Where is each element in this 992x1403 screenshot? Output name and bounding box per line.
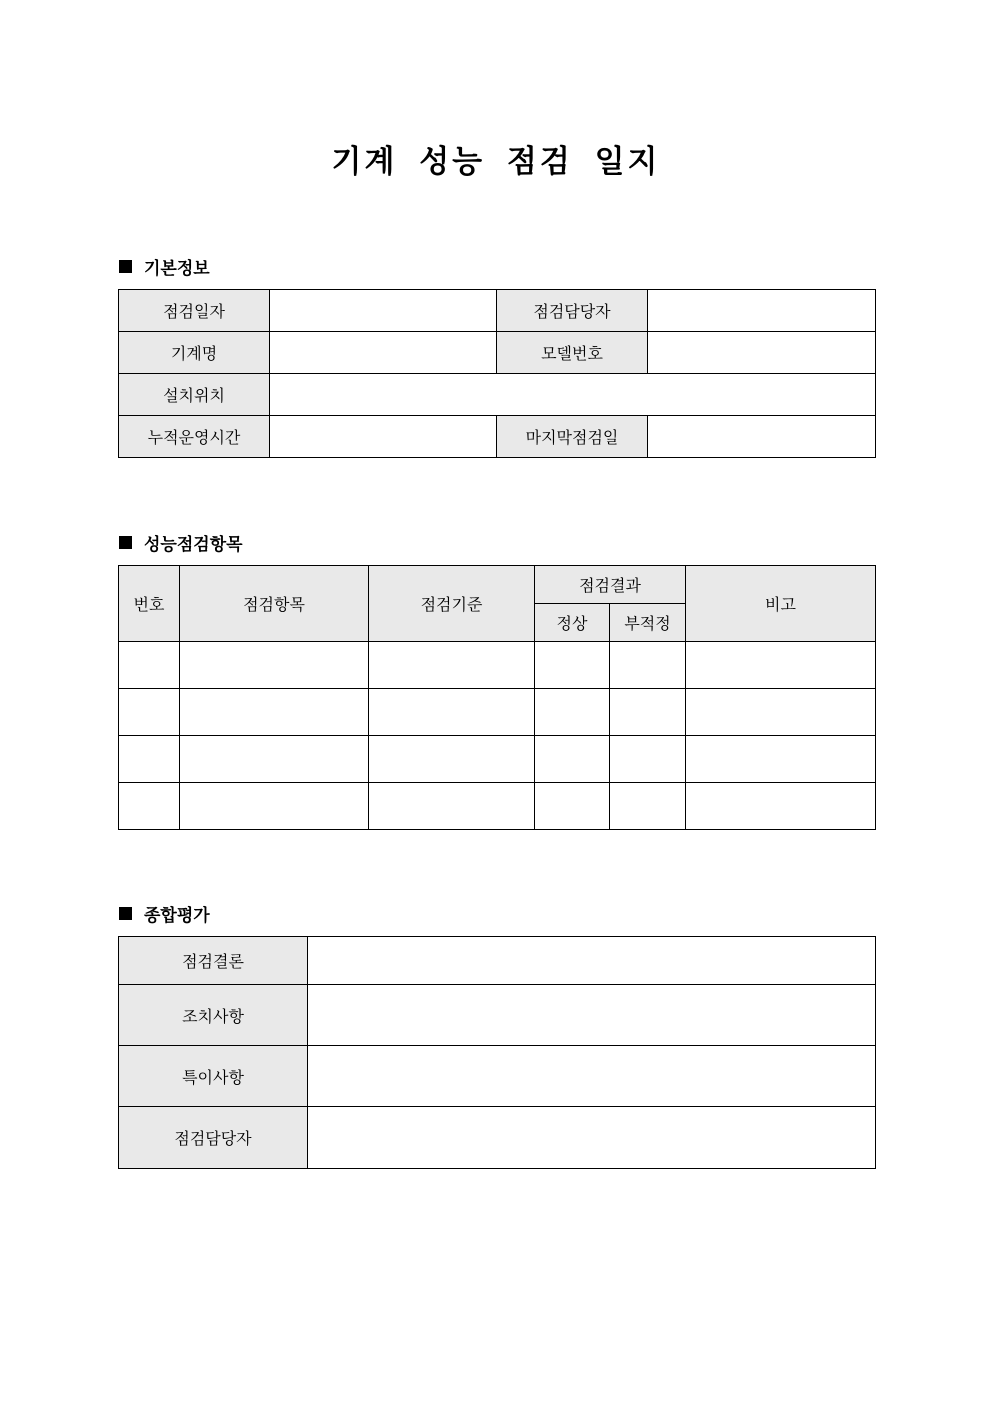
normal-cell[interactable] bbox=[535, 689, 610, 736]
abnormal-cell[interactable] bbox=[610, 783, 686, 830]
inspector-field[interactable] bbox=[648, 290, 876, 332]
summary-heading-label: 종합평가 bbox=[144, 906, 210, 926]
abnormal-cell[interactable] bbox=[610, 736, 686, 783]
model-number-field[interactable] bbox=[648, 332, 876, 374]
performance-table bbox=[118, 565, 876, 830]
normal-header: 정상 bbox=[535, 604, 610, 642]
number-cell[interactable] bbox=[119, 642, 180, 689]
basic-info-heading bbox=[119, 254, 210, 279]
square-bullet-icon bbox=[119, 536, 132, 549]
number-cell[interactable] bbox=[119, 736, 180, 783]
table-row bbox=[119, 1046, 876, 1107]
summary-inspector-field[interactable] bbox=[308, 1107, 876, 1169]
abnormal-header: 부적정 bbox=[610, 604, 686, 642]
basic-info-table bbox=[118, 289, 876, 458]
item-cell[interactable] bbox=[180, 736, 369, 783]
summary-inspector-label: 점검담당자 bbox=[119, 1107, 308, 1169]
abnormal-cell[interactable] bbox=[610, 689, 686, 736]
square-bullet-icon bbox=[119, 260, 132, 273]
table-row bbox=[119, 374, 876, 416]
standard-cell[interactable] bbox=[369, 736, 535, 783]
basic-info-heading-label: 기본정보 bbox=[144, 259, 210, 279]
remarks-cell[interactable] bbox=[686, 736, 876, 783]
item-cell[interactable] bbox=[180, 689, 369, 736]
remarks-header: 비고 bbox=[686, 566, 876, 642]
install-location-field[interactable] bbox=[270, 374, 876, 416]
machine-name-label: 기계명 bbox=[119, 332, 270, 374]
standard-cell[interactable] bbox=[369, 642, 535, 689]
normal-cell[interactable] bbox=[535, 783, 610, 830]
result-header: 점검결과 bbox=[535, 566, 686, 604]
actions-field[interactable] bbox=[308, 985, 876, 1046]
remarks-cell[interactable] bbox=[686, 783, 876, 830]
actions-label: 조치사항 bbox=[119, 985, 308, 1046]
operating-hours-label: 누적운영시간 bbox=[119, 416, 270, 458]
conclusion-field[interactable] bbox=[308, 937, 876, 985]
table-row bbox=[119, 332, 876, 374]
performance-heading bbox=[119, 530, 243, 555]
item-cell[interactable] bbox=[180, 642, 369, 689]
inspector-label: 점검담당자 bbox=[497, 290, 648, 332]
performance-heading-label: 성능점검항목 bbox=[144, 535, 243, 555]
last-inspection-date-field[interactable] bbox=[648, 416, 876, 458]
normal-cell[interactable] bbox=[535, 642, 610, 689]
table-header-row bbox=[119, 566, 876, 604]
number-cell[interactable] bbox=[119, 689, 180, 736]
page-title: 기계 성능 점검 일지 bbox=[331, 144, 661, 180]
summary-heading bbox=[119, 901, 210, 926]
table-row bbox=[119, 937, 876, 985]
remarks-cell[interactable] bbox=[686, 689, 876, 736]
normal-cell[interactable] bbox=[535, 736, 610, 783]
standard-header: 점검기준 bbox=[369, 566, 535, 642]
standard-cell[interactable] bbox=[369, 689, 535, 736]
abnormal-cell[interactable] bbox=[610, 642, 686, 689]
operating-hours-field[interactable] bbox=[270, 416, 497, 458]
notes-field[interactable] bbox=[308, 1046, 876, 1107]
table-row bbox=[119, 783, 876, 830]
notes-label: 특이사항 bbox=[119, 1046, 308, 1107]
inspection-date-field[interactable] bbox=[270, 290, 497, 332]
item-cell[interactable] bbox=[180, 783, 369, 830]
table-row bbox=[119, 985, 876, 1046]
remarks-cell[interactable] bbox=[686, 642, 876, 689]
table-row bbox=[119, 1107, 876, 1169]
number-header: 번호 bbox=[119, 566, 180, 642]
table-row bbox=[119, 689, 876, 736]
standard-cell[interactable] bbox=[369, 783, 535, 830]
inspection-date-label: 점검일자 bbox=[119, 290, 270, 332]
summary-table bbox=[118, 936, 876, 1169]
machine-name-field[interactable] bbox=[270, 332, 497, 374]
item-header: 점검항목 bbox=[180, 566, 369, 642]
square-bullet-icon bbox=[119, 907, 132, 920]
conclusion-label: 점검결론 bbox=[119, 937, 308, 985]
number-cell[interactable] bbox=[119, 783, 180, 830]
install-location-label: 설치위치 bbox=[119, 374, 270, 416]
table-row bbox=[119, 416, 876, 458]
table-row bbox=[119, 290, 876, 332]
table-row bbox=[119, 736, 876, 783]
table-row bbox=[119, 642, 876, 689]
last-inspection-date-label: 마지막점검일 bbox=[497, 416, 648, 458]
model-number-label: 모델번호 bbox=[497, 332, 648, 374]
